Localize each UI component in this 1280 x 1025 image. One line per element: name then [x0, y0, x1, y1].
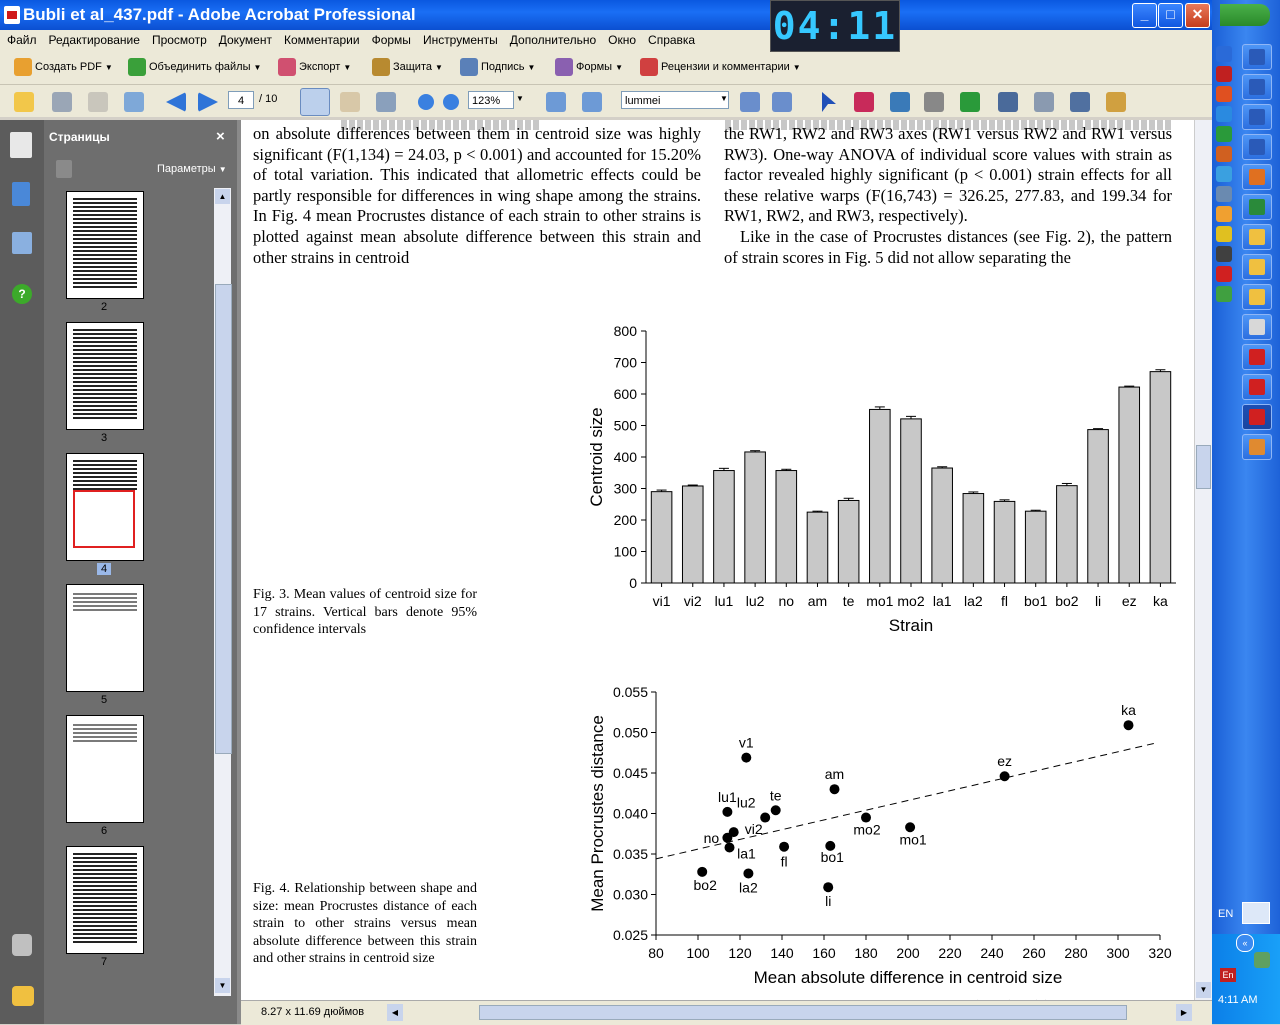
typewriter-icon[interactable] — [854, 92, 874, 112]
scatter-point — [697, 867, 707, 877]
bar — [838, 500, 859, 583]
task-toolbar — [0, 50, 1212, 85]
y-tick-label: 700 — [613, 354, 637, 371]
crop-icon[interactable] — [890, 92, 910, 112]
taskbar-app-icon — [1249, 199, 1265, 215]
y-tick-label: 500 — [613, 417, 637, 434]
point-label: bo1 — [820, 848, 844, 865]
figure4-scatter-plot — [571, 680, 1191, 1000]
taskbar-window-button[interactable] — [1242, 344, 1272, 370]
y-tick-label: 0 — [629, 575, 637, 591]
network-icon[interactable] — [1254, 952, 1270, 968]
tray-expand-icon[interactable]: « — [1236, 934, 1254, 952]
hscroll-left-icon[interactable]: ◀ — [387, 1004, 403, 1021]
point-label: mo1 — [899, 831, 927, 848]
forms-icon — [555, 58, 573, 76]
lock-icon — [372, 58, 390, 76]
hscroll-right-icon[interactable]: ▶ — [1176, 1004, 1192, 1021]
thumbnail-text-lines — [73, 593, 137, 611]
x-tick-label: 120 — [728, 945, 752, 961]
taskbar-window-button[interactable] — [1242, 134, 1272, 160]
point-label: la1 — [737, 845, 756, 862]
opera-icon[interactable] — [1216, 86, 1232, 102]
figure4-caption: Fig. 4. Relationship between shape and size: mean Procrustes distance of each strain to other strains versus mean absolute difference between this strain and other strains in centroid size — [253, 881, 477, 967]
x-tick-label: bo2 — [1055, 593, 1079, 609]
export-icon — [278, 58, 296, 76]
y-tick-label: 0.030 — [612, 886, 648, 903]
x-tick-label: li — [1094, 593, 1102, 609]
point-label: lu2 — [736, 794, 756, 811]
taskbar-app-icon — [1249, 49, 1265, 65]
point-label: ka — [1121, 702, 1136, 719]
left-column-text: on absolute differences between them in centroid size was highly significant (F(1,134) = 24.03, p < 0.001) and accounted for 15.20% of total variation. This indicated that allometric effects could be partly responsible for differences in wing shape among the strains. In Fig. 4 mean Procrustes distance of each strain to other strains is plotted against mean absolute difference between this strain and other strains in centroid — [253, 124, 701, 267]
y-tick-label: 0.055 — [612, 684, 648, 700]
page-thumbnail[interactable] — [66, 584, 144, 692]
chevron-down-icon[interactable]: ▼ — [516, 94, 524, 103]
scatter-point — [722, 833, 732, 843]
figure3-caption: Fig. 3. Mean values of centroid size for 17 strains. Vertical bars denote 95% confidence intervals — [253, 587, 477, 638]
opera-alt-icon[interactable] — [1216, 266, 1232, 282]
doc-scroll-down-icon[interactable]: ▼ — [1196, 982, 1211, 998]
y-tick-label: 200 — [613, 512, 637, 528]
menu-item-3[interactable]: Документ — [218, 33, 272, 47]
toolbar-button-label: Рецензии и комментарии — [661, 61, 790, 73]
panel-options-label: Параметры — [157, 163, 216, 175]
browser-icon[interactable] — [1216, 46, 1232, 62]
scatter-point — [1124, 720, 1134, 730]
scatter-point — [743, 868, 753, 878]
bookmarks-icon[interactable] — [12, 182, 30, 206]
toolbar-button-comments[interactable] — [640, 58, 801, 76]
find-next-icon[interactable] — [772, 92, 792, 112]
app-icon[interactable] — [1216, 146, 1232, 162]
page-thumbnail[interactable] — [66, 191, 144, 299]
point-label: v1 — [738, 734, 754, 751]
bar — [1150, 372, 1171, 583]
point-label: no — [703, 829, 720, 846]
scatter-point — [725, 843, 735, 853]
minimize-button[interactable]: _ — [1132, 3, 1157, 28]
comments-icon — [640, 58, 658, 76]
x-tick-label: 200 — [896, 945, 920, 961]
page-thumbnail-label: 6 — [100, 825, 108, 837]
thumbnail-text-lines — [73, 460, 137, 490]
print-icon[interactable] — [52, 92, 72, 112]
taskbar-app-icon — [1249, 319, 1265, 335]
taskbar-clock: 4:11 AM — [1218, 994, 1258, 1006]
bar — [1057, 486, 1078, 583]
x-tick-label: 320 — [1148, 945, 1172, 961]
search-input[interactable]: lummei — [621, 91, 729, 109]
y-tick-label: 100 — [613, 543, 637, 560]
x-tick-label: no — [778, 593, 795, 609]
page-thumbnail-label: 7 — [100, 956, 108, 968]
x-tick-label: la2 — [964, 593, 983, 609]
help-icon[interactable]: ? — [12, 284, 32, 304]
bar — [994, 501, 1015, 583]
text-field-icon[interactable] — [1070, 92, 1090, 112]
x-tick-label: 300 — [1106, 945, 1130, 961]
point-label: am — [824, 766, 845, 783]
x-tick-label: 140 — [770, 945, 794, 961]
email-icon[interactable] — [124, 92, 144, 112]
x-tick-label: vi1 — [652, 593, 671, 609]
chevron-down-icon: ▼ — [615, 63, 623, 72]
document-scrollbar[interactable] — [1194, 120, 1213, 1000]
taskbar-window-button[interactable] — [1242, 374, 1272, 400]
page-size-label: 8.27 x 11.69 дюймов — [261, 1006, 365, 1018]
bar — [963, 494, 984, 583]
taskbar-window-button[interactable] — [1242, 104, 1272, 130]
movie-icon[interactable] — [998, 92, 1018, 112]
page-total: / 10 — [259, 93, 278, 105]
search-dropdown-icon[interactable]: ▼ — [720, 94, 728, 103]
taskbar-app-icon — [1249, 379, 1265, 395]
chevron-down-icon: ▼ — [527, 63, 536, 72]
signatures-icon[interactable] — [12, 232, 32, 254]
firefox-icon[interactable] — [1216, 126, 1232, 142]
attach-icon[interactable] — [924, 92, 944, 112]
audio-icon[interactable] — [1216, 226, 1232, 242]
taskbar-app-icon — [1249, 79, 1265, 95]
y-tick-label: 0.045 — [612, 765, 648, 781]
point-label: la2 — [739, 879, 758, 896]
toolbar-button-combine-files[interactable] — [128, 58, 261, 76]
media-icon[interactable] — [1216, 66, 1232, 82]
acrobat-icon — [4, 6, 20, 24]
scroll-down-icon[interactable]: ▼ — [215, 978, 230, 993]
3d-icon[interactable] — [960, 92, 980, 112]
taskbar-window-button[interactable] — [1242, 254, 1272, 280]
toolbar-button-label: Подпись — [481, 61, 525, 73]
toolbar-button-label: Защита — [393, 61, 432, 73]
bar — [932, 468, 953, 583]
keyboard-layout-badge[interactable]: En — [1220, 968, 1236, 982]
x-tick-label: 160 — [812, 945, 836, 961]
y-axis-title: Mean Procrustes distance — [588, 715, 607, 912]
taskbar-window-button[interactable] — [1242, 284, 1272, 310]
taskbar-app-icon — [1249, 439, 1265, 455]
open-folder-icon[interactable] — [14, 92, 34, 112]
page-thumbnail[interactable] — [66, 453, 144, 561]
zoom-select[interactable]: 123% — [468, 91, 514, 109]
menu-bar — [0, 30, 1212, 50]
toolbar-button-create-pdf[interactable] — [14, 58, 113, 76]
y-tick-label: 600 — [613, 386, 637, 402]
x-tick-label: te — [842, 593, 855, 609]
chevron-down-icon: ▼ — [343, 63, 352, 72]
y-tick-label: 0.025 — [612, 927, 648, 943]
document-scroll-thumb[interactable] — [1196, 445, 1211, 489]
x-tick-label: vi2 — [683, 593, 702, 609]
pages-panel-header — [44, 120, 237, 154]
combine-files-icon — [128, 58, 146, 76]
menu-item-2[interactable]: Просмотр — [151, 33, 207, 47]
page-thumbnail-label: 2 — [100, 301, 108, 313]
x-tick-label: ka — [1153, 593, 1168, 609]
chrome-icon[interactable] — [1216, 286, 1232, 302]
y-tick-label: 300 — [613, 480, 637, 497]
point-label: te — [769, 787, 782, 804]
page-thumbnail-label — [56, 563, 152, 575]
figure3-bar-chart — [571, 315, 1191, 645]
panel-close-icon[interactable]: × — [216, 128, 225, 145]
start-button[interactable] — [1220, 4, 1270, 26]
navigation-pane-strip — [0, 120, 44, 1024]
calendar-icon[interactable] — [1216, 246, 1232, 262]
thumbnail-scrollbar[interactable] — [214, 188, 231, 996]
x-tick-label: 240 — [980, 945, 1004, 961]
toolbar-button-lock[interactable] — [372, 58, 443, 76]
taskbar-app-icon — [1249, 289, 1265, 305]
menu-item-9[interactable]: Справка — [648, 33, 696, 47]
comments-icon[interactable] — [12, 986, 34, 1006]
taskbar-app-icon — [1249, 169, 1265, 185]
bar — [901, 419, 922, 583]
status-bar — [241, 1000, 1212, 1025]
x-axis-title: Strain — [888, 616, 934, 635]
zoom-in-icon[interactable] — [443, 94, 459, 110]
chevron-down-icon: ▼ — [253, 63, 262, 72]
page-thumbnail-label: 5 — [100, 694, 108, 706]
point-label: mo2 — [853, 821, 881, 838]
toolbar-button-pen[interactable] — [460, 58, 535, 76]
page-thumbnail[interactable] — [66, 846, 144, 954]
taskbar-window-button[interactable] — [1242, 434, 1272, 460]
skype-icon[interactable] — [1216, 166, 1232, 182]
menu-item-6[interactable]: Инструменты — [422, 33, 498, 47]
taskbar-window-button[interactable] — [1242, 74, 1272, 100]
find-previous-icon[interactable] — [740, 92, 760, 112]
scatter-point — [1000, 771, 1010, 781]
clock-overlay: 04:11 — [770, 0, 900, 52]
navigation-toolbar — [0, 85, 1212, 117]
bar — [1088, 430, 1109, 583]
save-icon[interactable] — [88, 92, 108, 112]
taskbar-window-button[interactable] — [1242, 194, 1272, 220]
page-number-input[interactable]: 4 — [228, 91, 254, 109]
zoom-out-icon[interactable] — [418, 94, 434, 110]
x-tick-label: fl — [1001, 593, 1009, 609]
clock-app-icon[interactable] — [1216, 206, 1232, 222]
toolbar-button-label: Создать PDF — [35, 61, 102, 73]
selected-page-badge: 4 — [97, 563, 111, 575]
x-tick-label: lu1 — [714, 593, 734, 609]
toolbar-button-forms[interactable] — [555, 58, 623, 76]
panel-options-button[interactable] — [157, 163, 227, 175]
pages-icon[interactable] — [10, 132, 32, 158]
bar — [807, 512, 828, 583]
taskbar-window-button[interactable] — [1242, 164, 1272, 190]
taskbar-window-button[interactable] — [1242, 404, 1272, 430]
point-label: bo2 — [693, 876, 717, 893]
bar — [651, 492, 672, 583]
sound-icon[interactable] — [1034, 92, 1054, 112]
menu-item-5[interactable]: Формы — [371, 33, 411, 47]
menu-item-8[interactable]: Окно — [608, 33, 637, 47]
x-tick-label: lu2 — [745, 593, 765, 609]
bar — [1025, 511, 1046, 583]
x-tick-label: mo2 — [897, 593, 925, 609]
close-button[interactable]: ✕ — [1185, 3, 1210, 28]
taskbar-window-button[interactable] — [1242, 224, 1272, 250]
right-column-text-2: Like in the case of Procrustes distances (see Fig. 2), the pattern of strain scores in Fig. 5 did not allow separating the — [724, 227, 1172, 267]
y-tick-label: 800 — [613, 323, 637, 339]
bar — [776, 471, 797, 583]
y-tick-label: 400 — [613, 449, 637, 465]
y-tick-label: 0.035 — [612, 846, 648, 862]
taskbar-window-button[interactable] — [1242, 44, 1272, 70]
create-pdf-icon — [14, 58, 32, 76]
next-page-icon[interactable] — [198, 92, 218, 112]
scatter-point — [830, 784, 840, 794]
thumbnail-text-lines — [73, 329, 137, 419]
viewport-indicator[interactable] — [73, 490, 135, 548]
thumbnail-text-lines — [73, 198, 137, 288]
ie-icon[interactable] — [1216, 106, 1232, 122]
taskbar-app-icon — [1249, 139, 1265, 155]
edit-form-icon[interactable] — [1106, 92, 1126, 112]
zoom-tool-icon[interactable] — [376, 92, 396, 112]
right-column-text-1: the RW1, RW2 and RW3 axes (RW1 versus RW2 and RW1 versus RW3). One-way ANOVA of individual score values with strain as factor revealed highly significant (p < 0.001) strain effects for all these relative warps (F(16,743) = 326.25, 277.83, and 199.34 for RW1, RW2, and RW3, respectively). — [724, 124, 1172, 226]
x-tick-label: 100 — [686, 945, 710, 961]
scatter-point — [823, 882, 833, 892]
scatter-point — [741, 753, 751, 763]
menu-item-1[interactable]: Редактирование — [48, 33, 140, 47]
calc-icon[interactable] — [1216, 186, 1232, 202]
taskbar-app-icon — [1249, 259, 1265, 275]
hand-tool-icon[interactable] — [340, 92, 360, 112]
bar — [714, 471, 735, 583]
x-tick-label: mo1 — [866, 593, 894, 609]
window-title: Bubli et al_437.pdf - Adobe Acrobat Professional — [23, 5, 416, 24]
point-label: lu1 — [718, 788, 737, 805]
taskbar-app-icon — [1249, 349, 1265, 365]
y-tick-label: 0.050 — [612, 724, 648, 741]
thumbnail-text-lines — [73, 724, 137, 742]
x-tick-label: am — [807, 593, 828, 609]
page-thumbnail-label: 3 — [100, 432, 108, 444]
system-tray — [1212, 908, 1280, 1024]
chevron-down-icon: ▼ — [104, 63, 113, 72]
pen-icon — [460, 58, 478, 76]
select-text-icon[interactable] — [300, 88, 330, 116]
menu-item-7[interactable]: Дополнительно — [509, 33, 597, 47]
bar — [1119, 387, 1140, 583]
attachments-icon[interactable] — [12, 934, 32, 956]
maximize-button[interactable]: □ — [1158, 3, 1183, 28]
taskbar-app-icon — [1249, 409, 1265, 425]
toolbar-button-label: Объединить файлы — [149, 61, 251, 73]
pages-panel-title: Страницы — [49, 130, 110, 144]
scatter-point — [771, 805, 781, 815]
menu-item-0[interactable]: Файл — [7, 33, 37, 47]
bar — [745, 452, 766, 583]
y-tick-label: 0.040 — [612, 805, 648, 822]
point-label: fl — [780, 853, 788, 870]
scroll-up-icon[interactable]: ▲ — [215, 189, 230, 204]
x-axis-title: Mean absolute difference in centroid size — [753, 968, 1063, 987]
fit-page-icon[interactable] — [546, 92, 566, 112]
taskbar-app-icon — [1249, 109, 1265, 125]
thumbnail-list — [56, 188, 214, 996]
x-tick-label: 280 — [1064, 945, 1088, 961]
chevron-down-icon: ▼ — [792, 63, 801, 72]
scatter-point — [779, 842, 789, 852]
select-object-icon[interactable] — [818, 92, 838, 112]
title-bar — [0, 0, 1212, 30]
horizontal-scroll-thumb[interactable] — [479, 1005, 1127, 1020]
x-tick-label: 260 — [1022, 945, 1046, 961]
options-caret-icon: ▼ — [218, 165, 227, 174]
page-thumbnail[interactable] — [66, 715, 144, 823]
menu-item-4[interactable]: Комментарии — [283, 33, 360, 47]
point-label: ez — [997, 753, 1012, 770]
document-page — [241, 120, 1195, 1000]
x-tick-label: ez — [1121, 593, 1137, 609]
y-axis-title: Centroid size — [587, 407, 606, 507]
scatter-point — [722, 807, 732, 817]
page-thumbnail[interactable] — [66, 322, 144, 430]
bar — [682, 486, 703, 583]
x-tick-label: la1 — [932, 593, 952, 609]
scroll-thumb[interactable] — [215, 284, 232, 754]
x-tick-label: bo1 — [1024, 593, 1048, 609]
point-label: vi2 — [744, 821, 763, 838]
fit-width-icon[interactable] — [582, 92, 602, 112]
bar — [870, 409, 891, 583]
toolbar-button-label: Экспорт — [299, 61, 341, 73]
point-label: li — [825, 893, 832, 910]
thumbnail-text-lines — [73, 853, 137, 943]
chevron-down-icon: ▼ — [435, 63, 443, 72]
trash-icon[interactable] — [56, 160, 72, 178]
x-tick-label: 180 — [854, 945, 878, 961]
search-icon[interactable] — [1242, 902, 1270, 924]
taskbar-window-button[interactable] — [1242, 314, 1272, 340]
x-tick-label: 80 — [648, 945, 664, 961]
x-tick-label: 220 — [938, 945, 962, 961]
taskbar-app-icon — [1249, 229, 1265, 245]
toolbar-button-export[interactable] — [278, 58, 351, 76]
previous-page-icon[interactable] — [166, 92, 186, 112]
toolbar-button-label: Формы — [576, 61, 613, 73]
language-indicator[interactable]: EN — [1218, 908, 1234, 920]
